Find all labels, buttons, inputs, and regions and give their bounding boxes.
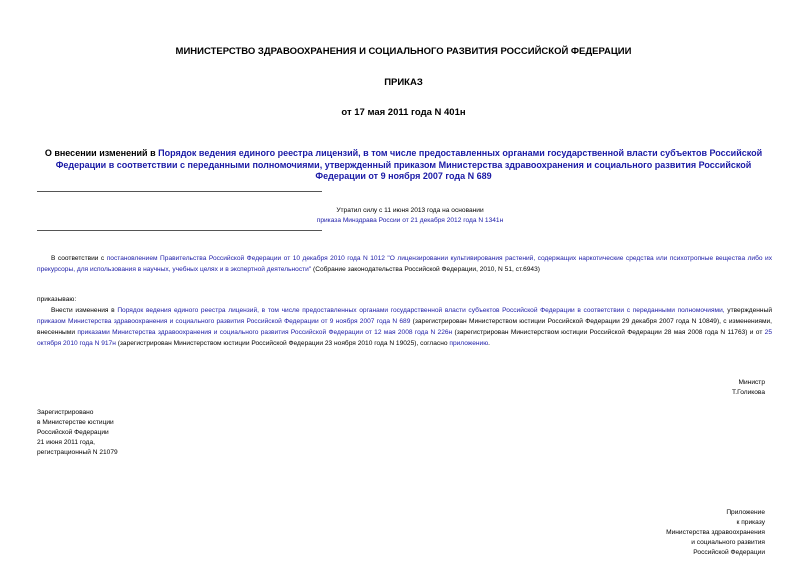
status-text: Утратил силу с 11 июня 2013 года на основании — [336, 207, 484, 214]
title-link-poryadok[interactable]: Порядок ведения единого реестра лицензий, в том числе предоставленных органами государственной власти субъектов Российской Федерации в соответствии с переданными полномочиями, утвержденный приказом Министерства здравоохранения и социального развития Российской Федерации от 9 ноября 2007 года N 689 — [55, 148, 763, 181]
order-paragraph — [37, 305, 772, 349]
title-text: О внесении изменений в — [44, 148, 159, 158]
status-note — [310, 206, 510, 226]
divider-top — [37, 191, 322, 192]
appendix-line: Министерства здравоохранения — [666, 529, 765, 536]
order-link-appendix[interactable]: приложению — [449, 340, 489, 347]
order-link-prikaz-689[interactable]: приказом Министерства здравоохранения и социального развития Российской Федерации от 9 ноября 2007 года N 689 — [37, 318, 411, 325]
appendix-line: и социального развития — [691, 539, 765, 546]
prikazyvayu: приказываю: — [37, 296, 77, 303]
appendix-line: к приказу — [736, 519, 765, 526]
order-text-1: Внести изменения в — [51, 307, 118, 314]
registration-line: Российской Федерации — [37, 429, 109, 436]
registration-line: Зарегистрировано — [37, 409, 94, 416]
status-link[interactable]: приказа Минздрава России от 21 декабря 2012 года N 1341н — [316, 217, 504, 224]
order-text-2: утвержденный — [724, 307, 772, 314]
order-text-3: (зарегистрирован Министерством юстиции Российской Федерации 29 декабря 2007 года N 10849), с изменениями, внесенными — [37, 318, 772, 336]
registration-block — [37, 408, 118, 458]
preamble-text-1: В соответствии с — [51, 255, 107, 262]
appendix-line: Российской Федерации — [693, 549, 765, 556]
preamble-text-2: (Собрание законодательства Российской Федерации, 2010, N 51, ст.6943) — [311, 266, 540, 273]
divider-bottom — [37, 230, 322, 231]
preamble-link-postanovlenie[interactable]: постановлением Правительства Российской Федерации от 10 декабря 2010 года N 1012 "О лицензировании культивирования растений, содержащих наркотические средства или психотропные вещества либо их прекурсоры, для использования в научных, учебных целях и в экспертной деятельности" — [37, 255, 773, 273]
doc-type: ПРИКАЗ — [384, 77, 423, 88]
registration-line: в Министерстве юстиции — [37, 419, 114, 426]
ministry-header: МИНИСТЕРСТВО ЗДРАВООХРАНЕНИЯ И СОЦИАЛЬНОГО РАЗВИТИЯ РОССИЙСКОЙ ФЕДЕРАЦИИ — [175, 46, 632, 57]
order-link-poryadok[interactable]: Порядок ведения единого реестра лицензий, в том числе предоставленных органами государственной власти субъектов Российской Федерации в соответствии с переданными полномочиями, — [117, 307, 725, 314]
order-link-prikaz-226n[interactable]: приказами Министерства здравоохранения и социального развития Российской Федерации от 12 мая 2008 года N 226н — [77, 329, 453, 336]
doc-date: от 17 мая 2011 года N 401н — [341, 107, 466, 118]
signature-name: Т.Голикова — [731, 389, 765, 396]
signature-block — [732, 378, 765, 398]
preamble-paragraph — [37, 253, 772, 275]
registration-line: регистрационный N 21079 — [37, 449, 118, 456]
order-link-917n[interactable]: 25 октября 2010 года N 917н — [37, 329, 772, 347]
appendix-line: Приложение — [726, 509, 765, 516]
signature-position: Министр — [738, 379, 765, 386]
order-text-6: . — [488, 340, 491, 347]
order-text-4: (зарегистрирован Министерством юстиции Российской Федерации 28 мая 2008 года N 11763) и от — [452, 329, 765, 336]
appendix-block — [666, 508, 765, 558]
doc-title — [40, 148, 767, 183]
order-text-5: (зарегистрирован Министерством юстиции Российской Федерации 23 ноября 2010 года N 19025), согласно — [115, 340, 450, 347]
registration-line: 21 июня 2011 года, — [37, 439, 95, 446]
